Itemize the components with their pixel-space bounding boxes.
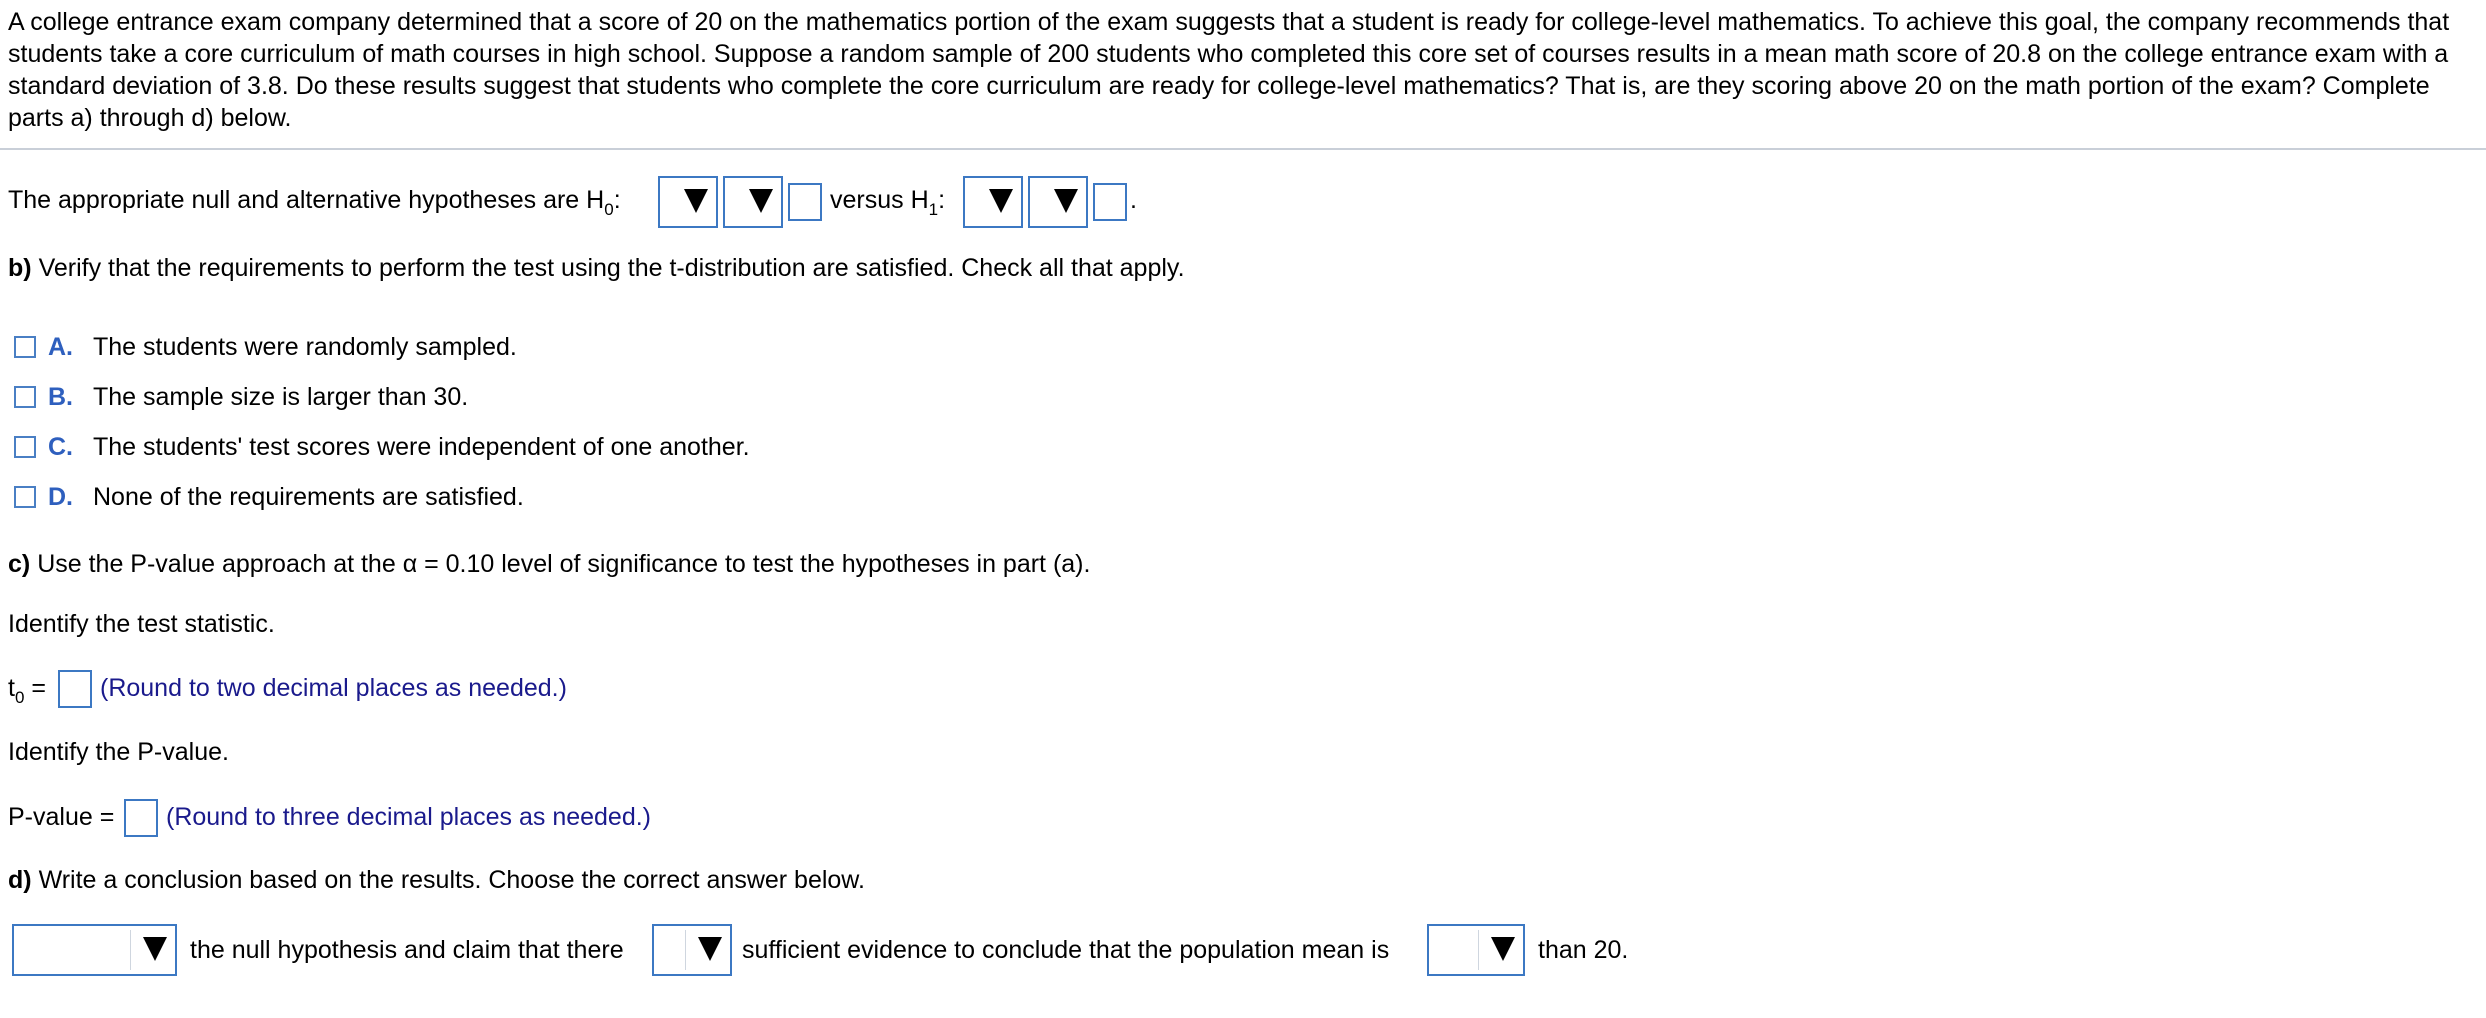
option-b[interactable]: B. The sample size is larger than 30. — [48, 383, 469, 411]
part-d-prompt: d) Write a conclusion based on the results. Choose the correct answer below. — [8, 866, 865, 894]
test-statistic-input[interactable] — [58, 670, 92, 708]
part-a-label — [8, 186, 621, 219]
problem-statement: A college entrance exam company determined that a score of 20 on the mathematics portion of the exam suggests that a student is ready for college-level mathematics. To achieve this goal, the company recommends that students take a core curriculum of math courses in high school. Suppose a random sample of 200 students who completed this core set of courses results in a mean math score of 20.8 on the college entrance exam with a standard deviation of 3.8. Do these results suggest that students who complete the core curriculum are ready for college-level mathematics? That is, are they scoring above 20 on the math portion of the exam? Complete parts a) through d) below. — [8, 8, 2450, 132]
comparison-dropdown[interactable] — [1427, 924, 1525, 976]
period: . — [1130, 186, 1137, 214]
part-b-prompt: b) Verify that the requirements to perform the test using the t-distribution are satisfied. Check all that apply. — [8, 254, 1185, 282]
chevron-down-icon — [989, 189, 1013, 213]
h1-value-input[interactable] — [1093, 183, 1127, 221]
h1-operator-dropdown[interactable] — [1028, 176, 1088, 228]
evidence-dropdown[interactable] — [652, 924, 732, 976]
conclusion-text-1: the null hypothesis and claim that there — [190, 936, 624, 964]
h0-symbol: $H_0$: — [586, 186, 621, 219]
identify-test-statistic: Identify the test statistic. — [8, 610, 275, 638]
p-value-label: P-value = — [8, 803, 115, 831]
chevron-down-icon — [698, 937, 722, 961]
round-three-hint: (Round to three decimal places as needed.) — [166, 803, 652, 831]
identify-p-value: Identify the P-value. — [8, 738, 229, 766]
chevron-down-icon — [684, 189, 708, 213]
chevron-down-icon — [143, 937, 167, 961]
divider — [0, 148, 2486, 150]
conclusion-text-2: sufficient evidence to conclude that the population mean is — [742, 936, 1390, 964]
option-d-checkbox[interactable] — [14, 486, 36, 508]
versus-label: versus $H_1$: — [830, 186, 946, 219]
option-a[interactable]: A. The students were randomly sampled. — [48, 333, 517, 361]
chevron-down-icon — [749, 189, 773, 213]
option-c[interactable]: C. The students' test scores were independent of one another. — [48, 433, 750, 461]
decision-dropdown[interactable] — [12, 924, 177, 976]
h1-parameter-dropdown[interactable] — [963, 176, 1023, 228]
p-value-input[interactable] — [124, 799, 158, 837]
option-d[interactable]: D. None of the requirements are satisfied. — [48, 483, 524, 511]
round-two-hint: (Round to two decimal places as needed.) — [100, 674, 567, 702]
chevron-down-icon — [1491, 937, 1515, 961]
part-a-text: The appropriate null and alternative hypotheses are — [8, 186, 587, 214]
h0-parameter-dropdown[interactable] — [658, 176, 718, 228]
option-c-checkbox[interactable] — [14, 436, 36, 458]
option-a-checkbox[interactable] — [14, 336, 36, 358]
option-b-checkbox[interactable] — [14, 386, 36, 408]
conclusion-text-3: than 20. — [1538, 936, 1629, 964]
chevron-down-icon — [1054, 189, 1078, 213]
part-c-prompt: c) Use the P-value approach at the α = 0.10 level of significance to test the hypotheses in part (a). — [8, 550, 1091, 578]
h0-operator-dropdown[interactable] — [723, 176, 783, 228]
t0-label: $t_0$ = — [8, 674, 46, 707]
h0-value-input[interactable] — [788, 183, 822, 221]
